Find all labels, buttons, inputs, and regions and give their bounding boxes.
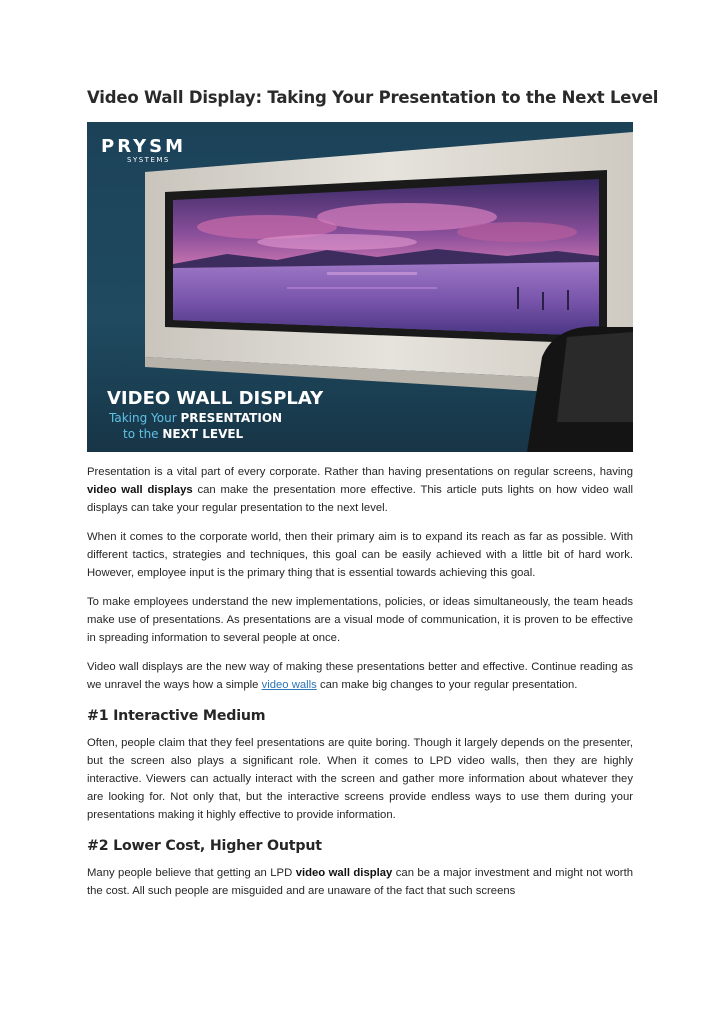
hero-caption-line2-bold: PRESENTATION bbox=[180, 411, 283, 425]
hero-caption-line3-bold: NEXT LEVEL bbox=[162, 427, 244, 441]
hero-caption-line3-pre: to the bbox=[123, 427, 163, 441]
svg-text:to the NEXT LEVEL bbox=[123, 427, 244, 441]
paragraph-cost bbox=[87, 864, 633, 900]
paragraph-text: Video wall displays are the new way of making these presentations better and effective. Continue reading as we unravel the ways how a simple bbox=[87, 661, 633, 691]
video-walls-link[interactable]: video walls bbox=[261, 679, 317, 691]
section-heading-interactive: #1 Interactive Medium bbox=[87, 708, 266, 724]
section-heading-cost: #2 Lower Cost, Higher Output bbox=[87, 838, 322, 854]
hero-caption-main: VIDEO WALL DISPLAY bbox=[107, 388, 324, 409]
paragraph-text: can make the presentation more effective. This article puts lights on how video wall displays can take your regular presentation to the next level. bbox=[87, 484, 633, 514]
bold-keyword: video wall displays bbox=[87, 484, 193, 496]
paragraph-text: Many people believe that getting an LPD bbox=[87, 867, 296, 879]
article-title: Video Wall Display: Taking Your Presentation to the Next Level bbox=[87, 88, 659, 107]
article-body bbox=[87, 463, 633, 911]
paragraph-interactive: Often, people claim that they feel presentations are quite boring. Though it largely depends on the presenter, but the screen also plays a significant role. When it comes to LPD video walls, then they are highly interactive. Viewers can actually interact with the screen and gather more information about whatever they are looking for. Not only that, but the interactive screens provide endless ways to use them during your presentations making it highly effective to provide information. bbox=[87, 737, 633, 821]
paragraph-intro bbox=[87, 463, 633, 517]
brand-subtitle: SYSTEMS bbox=[127, 156, 170, 164]
paragraph-video-walls bbox=[87, 658, 633, 694]
hero-caption-line2-pre: Taking Your bbox=[109, 411, 181, 425]
paragraph-text: Presentation is a vital part of every corporate. Rather than having presentations on regular screens, having bbox=[87, 466, 633, 478]
paragraph-text: can be a major investment and might not worth the cost. All such people are misguided and are unaware of the fact that such screens bbox=[87, 867, 633, 897]
bold-keyword: video wall display bbox=[295, 867, 393, 879]
paragraph-corporate: When it comes to the corporate world, then their primary aim is to expand its reach as far as possible. With different tactics, strategies and techniques, this goal can be easily achieved with a little bit of hard work. However, employee input is the primary thing that is essential towards achieving this goal. bbox=[87, 531, 633, 579]
paragraph-employees: To make employees understand the new implementations, policies, or ideas simultaneously, the team heads make use of presentations. As presentations are a visual mode of communication, it is proven to be effective in spreading information to several people at once. bbox=[87, 596, 633, 644]
paragraph-text: can make big changes to your regular presentation. bbox=[316, 679, 578, 691]
brand-logo: PRYSM bbox=[101, 136, 186, 157]
hero-image bbox=[87, 122, 633, 452]
svg-text:Taking Your PRESENTATION bbox=[108, 411, 282, 425]
